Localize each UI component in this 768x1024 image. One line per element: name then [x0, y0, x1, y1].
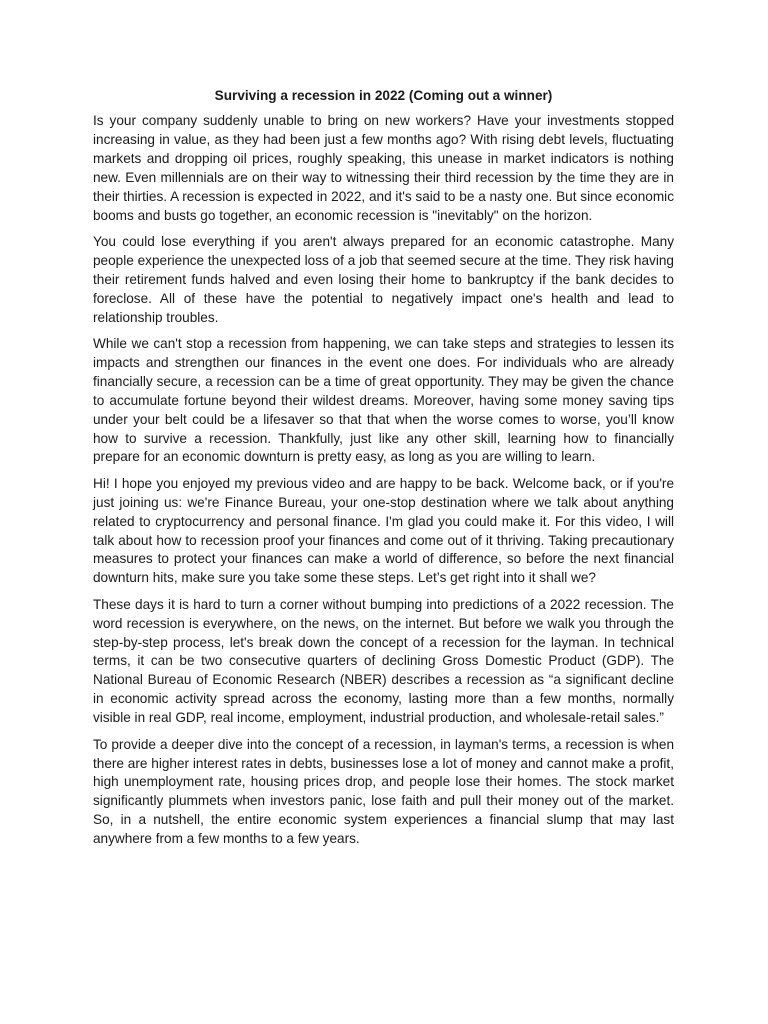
document-title: Surviving a recession in 2022 (Coming out a winner): [214, 88, 553, 103]
document-page: [93, 86, 674, 857]
paragraph-4: Hi! I hope you enjoyed my previous video and are happy to be back. Welcome back, or if you're just joining us: we're Finance Bureau, your one-stop destination where we talk about anything related to cryptocurrency and personal finance. I'm glad you could make it. For this video, I will talk about how to recession proof your finances and come out of it thriving. Taking precautionary measures to protect your finances can make a world of difference, so before the next financial downturn hits, make sure you take some these steps. Let’s get right into it shall we?: [93, 475, 674, 586]
paragraph-1: Is your company suddenly unable to bring on new workers? Have your investments stopped increasing in value, as they had been just a few months ago? With rising debt levels, fluctuating markets and dropping oil prices, roughly speaking, this unease in market indicators is nothing new. Even millennials are on their way to witnessing their third recession by the time they are in their thirties. A recession is expected in 2022, and it's said to be a nasty one. But since economic booms and busts go together, an economic recession is "inevitably" on the horizon.: [93, 113, 674, 223]
paragraph-6: To provide a deeper dive into the concept of a recession, in layman's terms, a recession is when there are higher interest rates in debts, businesses lose a lot of money and cannot make a profit, high unemployment rate, housing prices drop, and people lose their homes. The stock market significantly plummets when investors panic, lose faith and pull their money out of the market. So, in a nutshell, the entire economic system experiences a financial slump that may last anywhere from a few months to a few years.: [93, 736, 674, 847]
paragraph-3: While we can't stop a recession from happening, we can take steps and strategies to lessen its impacts and strengthen our finances in the event one does. For individuals who are already financially secure, a recession can be a time of great opportunity. They may be given the chance to accumulate fortune beyond their wildest dreams. Moreover, having some money saving tips under your belt could be a lifesaver so that that when the worse comes to worse, you’ll know how to survive a recession. Thankfully, just like any other skill, learning how to financially prepare for an economic downturn is pretty easy, as long as you are willing to learn.: [93, 335, 674, 465]
paragraph-2: You could lose everything if you aren't always prepared for an economic catastrophe. Many people experience the unexpected loss of a job that seemed secure at the time. They risk having their retirement funds halved and even losing their home to bankruptcy if the bank decides to foreclose. All of these have the potential to negatively impact one's health and lead to relationship troubles.: [93, 233, 674, 325]
paragraph-5: These days it is hard to turn a corner without bumping into predictions of a 2022 recession. The word recession is everywhere, on the news, on the internet. But before we walk you through the step-by-step process, let's break down the concept of a recession for the layman. In technical terms, it can be two consecutive quarters of declining Gross Domestic Product (GDP). The National Bureau of Economic Research (NBER) describes a recession as “a significant decline in economic activity spread across the economy, lasting more than a few months, normally visible in real GDP, real income, employment, industrial production, and wholesale-retail sales.”: [93, 596, 674, 726]
